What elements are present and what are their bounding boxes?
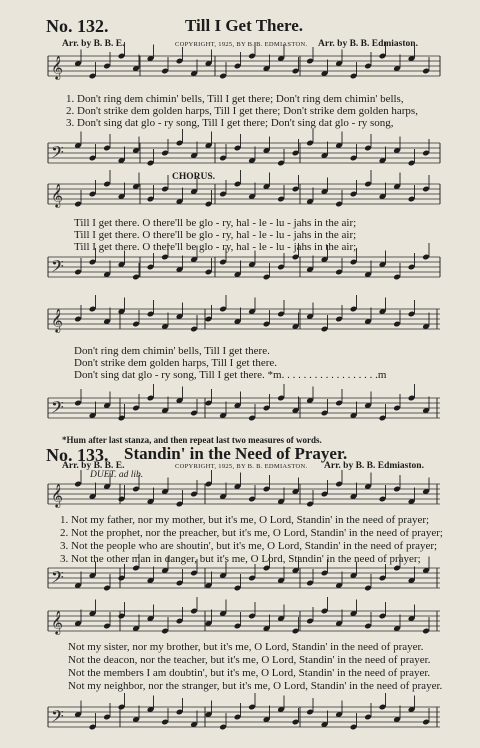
- clef-icon: 𝄞: [51, 610, 63, 634]
- clef-icon: 𝄞: [51, 55, 63, 79]
- ending-line: Don't sing dat glo - ry song, Till I get there. *m. . . . . . . . . . . . . . . . . .m: [74, 369, 387, 381]
- chorus-line: Till I get there. O there'll be glo - ry, hal - le - lu - jahs in the air;: [74, 229, 357, 241]
- arranger-short: Arr. by B. B. E.: [62, 461, 125, 471]
- clef-icon: 𝄞: [51, 483, 63, 507]
- duet-label: DUET. ad lib.: [90, 470, 144, 480]
- ending-line: Don't strike dem golden harps, Till I get there.: [74, 357, 278, 369]
- hymn-number: No. 132.: [46, 16, 109, 36]
- chorus-line: Till I get there. O there'll be glo - ry, hal - le - lu - jahs in the air;: [74, 217, 357, 229]
- verse-line: Not my neighbor, nor the stranger, but it's me, O Lord, Standin' in the need of prayer.: [68, 680, 443, 692]
- chorus-label: CHORUS.: [172, 172, 216, 182]
- clef-icon: 𝄢: [51, 142, 64, 166]
- verse-line: 1. Not my father, nor my mother, but it's me, O Lord, Standin' in the need of prayer;: [60, 514, 430, 526]
- verse-line: 3. Don't sing dat glo - ry song, Till I get there; Don't sing dat glo - ry song,: [66, 117, 394, 129]
- hymn-number: No. 133.: [46, 445, 109, 465]
- verse-line: 3. Not the people who are shoutin', but it's me, O Lord, Standin' in the need of prayer;: [60, 540, 438, 552]
- verse-line: Not my sister, nor my brother, but it's me, O Lord, Standin' in the need of prayer.: [68, 641, 424, 653]
- clef-icon: 𝄢: [51, 567, 64, 591]
- verse-line: 2. Not the prophet, nor the preacher, but it's me, O Lord, Standin' in the need of prayer;: [60, 527, 443, 539]
- ending-line: Don't ring dem chimin' bells, Till I get there.: [74, 345, 270, 357]
- clef-icon: 𝄞: [51, 308, 63, 332]
- chorus-line: Till I get there. O there'll be glo - ry, hal - le - lu - jahs in the air;: [74, 241, 357, 253]
- arranger-full: Arr. by B. B. Edmiaston.: [324, 461, 424, 471]
- verse-line: 3. Not the other man in danger, but it's me, O Lord, Standin' in the need of prayer;: [60, 553, 421, 565]
- hymn-title: Till I Get There.: [185, 16, 304, 35]
- footnote: *Hum after last stanza, and then repeat last two measures of words.: [62, 435, 322, 445]
- hymn-title: Standin' in the Need of Prayer.: [124, 444, 348, 463]
- copyright: COPYRIGHT, 1925, BY B. B. EDMIASTON.: [175, 41, 308, 48]
- arranger-short: Arr. by B. B. E.: [62, 39, 125, 49]
- verse-line: Not the members I am doubtin', but it's me, O Lord, Standin' in the need of prayer.: [68, 667, 431, 679]
- verse-line: Not the deacon, nor the teacher, but it's me, O Lord, Standin' in the need of prayer.: [68, 654, 431, 666]
- clef-icon: 𝄞: [51, 183, 63, 207]
- verse-line: 2. Don't strike dem golden harps, Till I get there; Don't strike dem golden harps,: [66, 105, 418, 117]
- arranger-full: Arr. by B. B. Edmiaston.: [318, 39, 418, 49]
- clef-icon: 𝄢: [51, 256, 64, 280]
- clef-icon: 𝄢: [51, 706, 64, 730]
- copyright: COPYRIGHT, 1925, BY B. B. EDMIASTON.: [175, 463, 308, 470]
- verse-line: 1. Don't ring dem chimin' bells, Till I get there; Don't ring dem chimin' bells,: [66, 93, 404, 105]
- clef-icon: 𝄢: [51, 397, 64, 421]
